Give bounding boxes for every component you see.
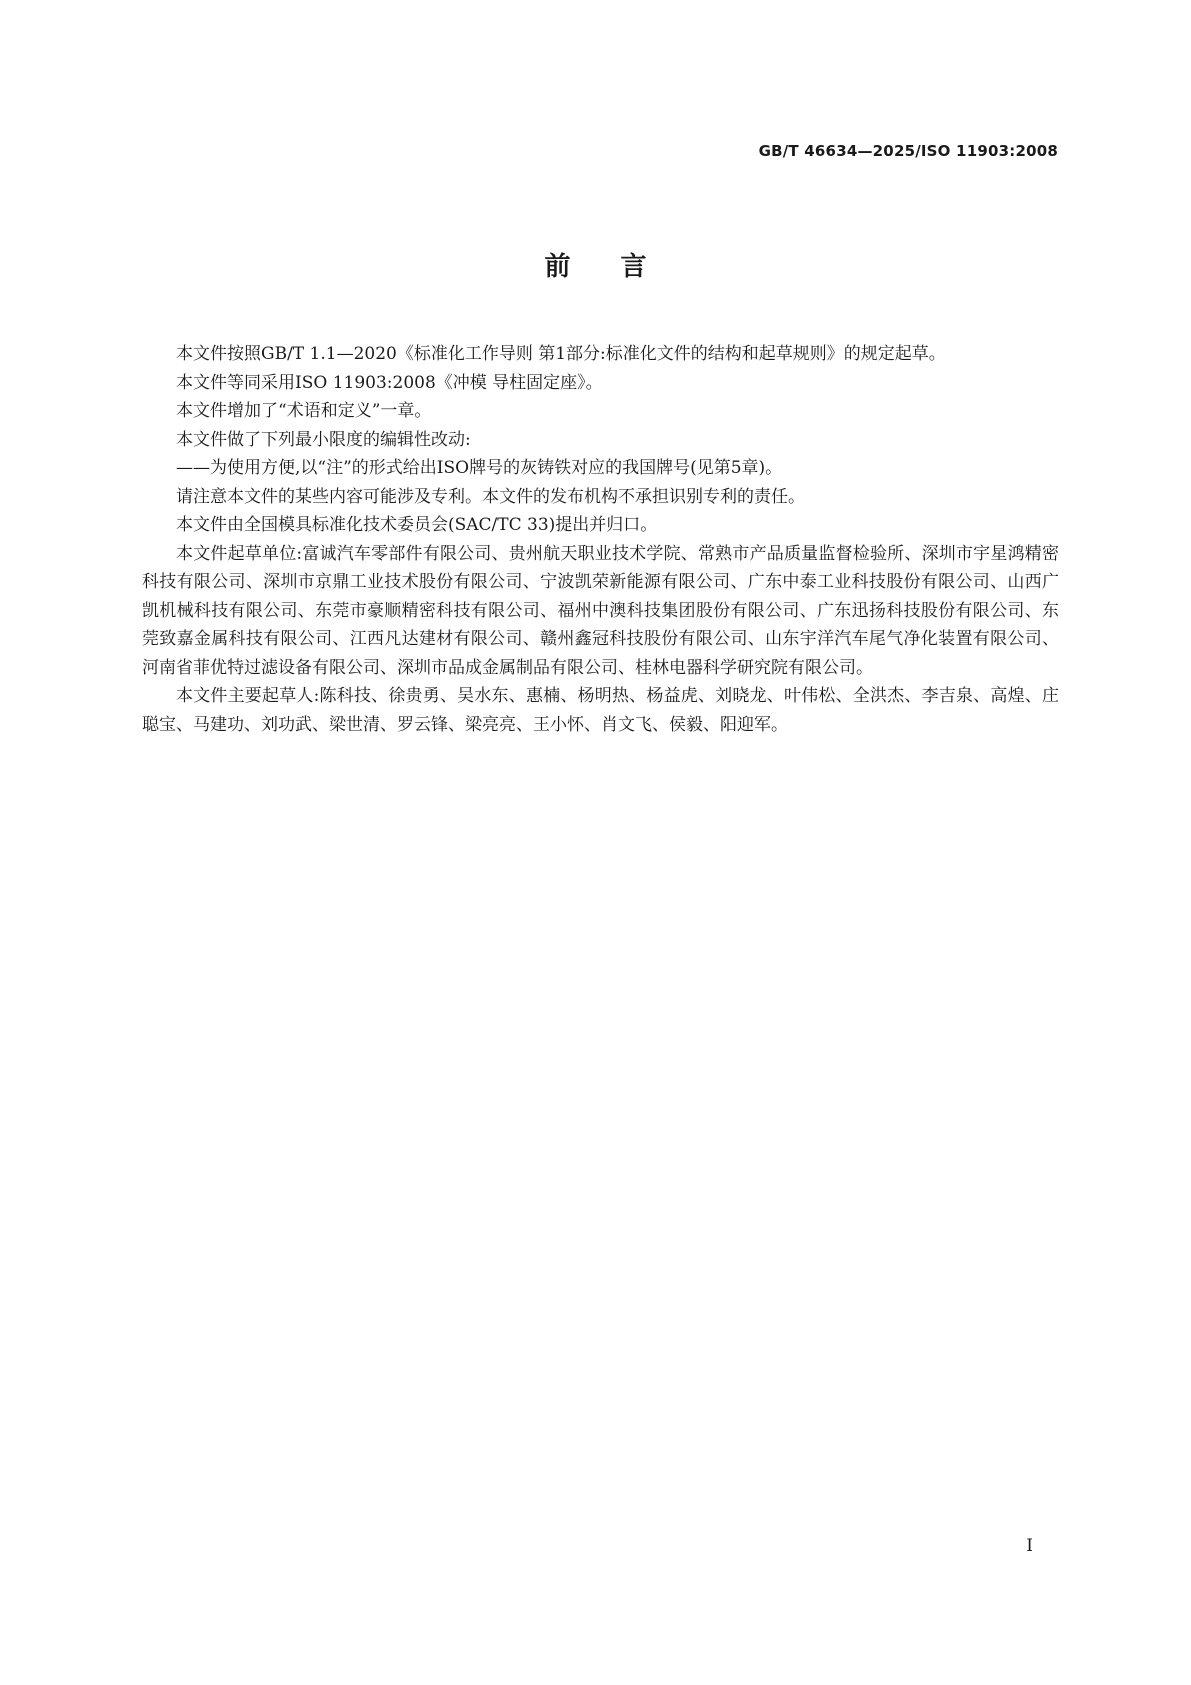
document-code: GB/T 46634—2025/ISO 11903:2008	[758, 142, 1058, 160]
page-number: I	[1026, 1536, 1033, 1556]
paragraph-drafting-rules: 本文件按照GB/T 1.1—2020《标准化工作导则 第1部分:标准化文件的结构和起草规则》的规定起草。	[176, 344, 946, 364]
paragraph-editorial-changes: 本文件做了下列最小限度的编辑性改动:	[176, 429, 471, 450]
page-title: 前言	[544, 252, 697, 282]
paragraph-drafters: 本文件主要起草人:陈科技、徐贵勇、吴水东、惠楠、杨明热、杨益虎、刘晓龙、叶伟松、全洪杰、李吉泉、高煌、庄聪宝、马建功、刘功武、梁世清、罗云锋、梁亮亮、王小怀、肖文飞、侯毅、阳迎军。	[142, 686, 1059, 735]
paragraph-patent-notice: 请注意本文件的某些内容可能涉及专利。本文件的发布机构不承担识别专利的责任。	[176, 486, 805, 507]
paragraph-adoption: 本文件等同采用ISO 11903:2008《冲模 导柱固定座》。	[176, 372, 603, 393]
foreword-body	[142, 340, 1059, 739]
paragraph-drafting-units: 本文件起草单位:富诚汽车零部件有限公司、贵州航天职业技术学院、常熟市产品质量监督检验所、深圳市宇星鸿精密科技有限公司、深圳市京鼎工业技术股份有限公司、宁波凯荣新能源有限公司、广东中泰工业科技股份有限公司、山西广凯机械科技有限公司、东莞市豪顺精密科技有限公司、福州中澳科技集团股份有限公司、广东迅扬科技股份有限公司、东莞致嘉金属科技有限公司、江西凡达建材有限公司、赣州鑫冠科技股份有限公司、山东宇洋汽车尾气净化装置有限公司、河南省菲优特过滤设备有限公司、深圳市品成金属制品有限公司、桂林电器科学研究院有限公司。	[142, 543, 1059, 678]
paragraph-added-chapter: 本文件增加了“术语和定义”一章。	[176, 401, 432, 421]
paragraph-proposer: 本文件由全国模具标准化技术委员会(SAC/TC 33)提出并归口。	[176, 515, 658, 535]
list-item-change: ——为使用方便,以“注”的形式给出ISO牌号的灰铸铁对应的我国牌号(见第5章)。	[176, 458, 783, 478]
